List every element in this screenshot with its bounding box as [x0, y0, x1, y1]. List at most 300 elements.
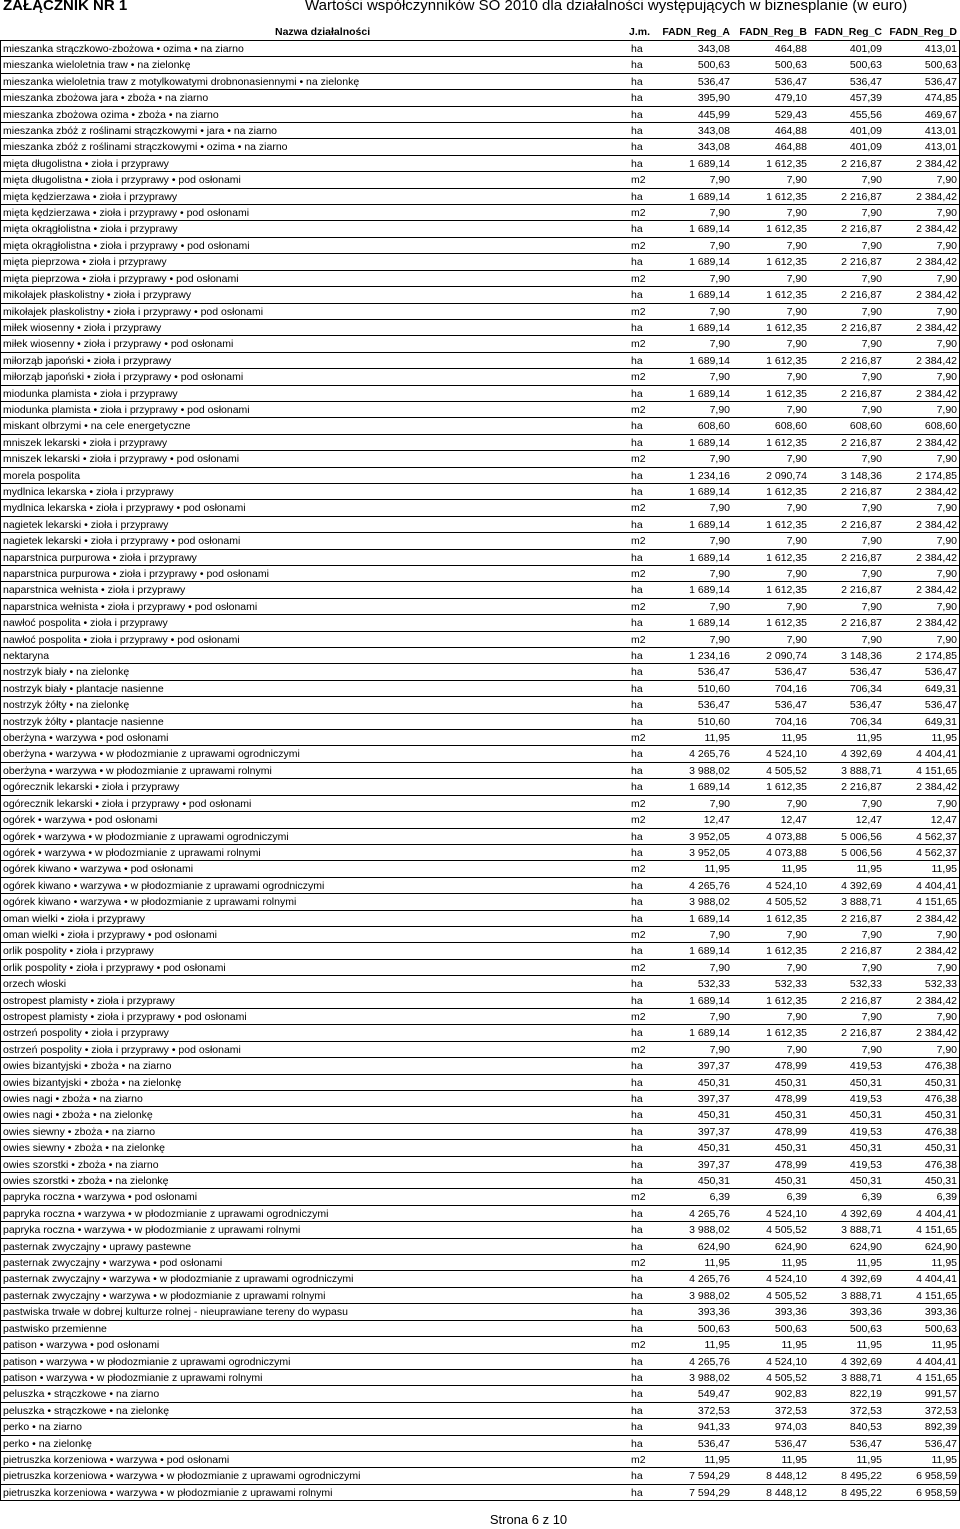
- table-row: [0, 271, 960, 287]
- cell-reg-a: 1 689,14: [689, 485, 730, 498]
- cell-reg-d: 7,90: [936, 1010, 957, 1023]
- cell-reg-d: 7,90: [936, 600, 957, 613]
- cell-unit: ha: [631, 1158, 643, 1171]
- cell-reg-d: 2 384,42: [916, 1027, 957, 1040]
- table-row: [0, 894, 960, 910]
- cell-unit: ha: [631, 1486, 643, 1499]
- cell-reg-a: 3 988,02: [689, 1371, 730, 1384]
- table-row: [0, 123, 960, 139]
- cell-name: nagietek lekarski • zioła i przyprawy: [3, 518, 169, 531]
- cell-unit: m2: [631, 371, 646, 384]
- cell-reg-c: 8 495,22: [841, 1486, 882, 1499]
- cell-reg-d: 4 151,65: [916, 1224, 957, 1237]
- cell-reg-c: 608,60: [849, 420, 882, 433]
- cell-reg-b: 1 612,35: [766, 617, 807, 630]
- cell-name: orzech włoski: [3, 978, 67, 991]
- table-row: [0, 845, 960, 861]
- cell-unit: ha: [631, 485, 643, 498]
- cell-reg-c: 2 216,87: [841, 289, 882, 302]
- cell-reg-d: 7,90: [936, 1043, 957, 1056]
- cell-name: orlik pospolity • zioła i przyprawy • pod osłonami: [3, 961, 226, 974]
- cell-unit: ha: [631, 256, 643, 269]
- cell-reg-a: 1 689,14: [689, 321, 730, 334]
- cell-unit: m2: [631, 453, 646, 466]
- cell-reg-b: 6,39: [786, 1191, 807, 1204]
- table-row: [0, 1337, 960, 1353]
- cell-reg-b: 1 612,35: [766, 436, 807, 449]
- cell-reg-b: 608,60: [774, 420, 807, 433]
- cell-unit: ha: [631, 879, 643, 892]
- cell-name: mieszanka zbożowa jara • zboża • na ziarno: [3, 92, 209, 105]
- cell-name: pietruszka korzeniowa • warzywa • pod osłonami: [3, 1453, 230, 1466]
- cell-reg-c: 2 216,87: [841, 518, 882, 531]
- table-row: [0, 156, 960, 172]
- cell-unit: ha: [631, 1421, 643, 1434]
- cell-unit: ha: [631, 1322, 643, 1335]
- cell-reg-b: 7,90: [786, 403, 807, 416]
- table-row: [0, 320, 960, 336]
- cell-name: ogórecznik lekarski • zioła i przyprawy: [3, 781, 180, 794]
- cell-name: patison • warzywa • pod osłonami: [3, 1339, 160, 1352]
- cell-reg-b: 11,95: [781, 1453, 807, 1466]
- cell-reg-d: 476,38: [924, 1158, 957, 1171]
- cell-reg-a: 395,90: [697, 92, 730, 105]
- cell-unit: m2: [631, 1043, 646, 1056]
- cell-unit: ha: [631, 436, 643, 449]
- cell-reg-a: 7 594,29: [689, 1486, 730, 1499]
- cell-reg-c: 7,90: [861, 207, 882, 220]
- cell-reg-c: 7,90: [861, 174, 882, 187]
- cell-name: oberżyna • warzywa • w płodozmianie z uprawami rolnymi: [3, 764, 272, 777]
- cell-reg-b: 624,90: [774, 1240, 807, 1253]
- cell-reg-c: 450,31: [849, 1175, 882, 1188]
- table-row: [0, 681, 960, 697]
- cell-reg-c: 3 888,71: [841, 896, 882, 909]
- cell-reg-c: 2 216,87: [841, 912, 882, 925]
- cell-reg-c: 7,90: [861, 403, 882, 416]
- cell-reg-d: 4 151,65: [916, 1371, 957, 1384]
- cell-unit: ha: [631, 781, 643, 794]
- cell-reg-b: 1 612,35: [766, 157, 807, 170]
- cell-reg-a: 1 689,14: [689, 436, 730, 449]
- cell-reg-a: 7,90: [709, 961, 730, 974]
- cell-reg-d: 532,33: [924, 978, 957, 991]
- cell-reg-d: 474,85: [924, 92, 957, 105]
- cell-name: mięta długolistna • zioła i przyprawy: [3, 157, 169, 170]
- cell-name: mieszanka zbóż z roślinami strączkowymi • ozima • na ziarno: [3, 141, 288, 154]
- cell-reg-c: 372,53: [849, 1404, 882, 1417]
- cell-unit: ha: [631, 1109, 643, 1122]
- cell-name: pietruszka korzeniowa • warzywa • w płodozmianie z uprawami ogrodniczymi: [3, 1470, 361, 1483]
- cell-unit: ha: [631, 715, 643, 728]
- cell-reg-c: 536,47: [849, 1437, 882, 1450]
- table-row: [0, 287, 960, 303]
- cell-reg-a: 7,90: [709, 403, 730, 416]
- cell-unit: ha: [631, 1437, 643, 1450]
- cell-name: miłorząb japoński • zioła i przyprawy: [3, 354, 172, 367]
- cell-unit: ha: [631, 1355, 643, 1368]
- cell-reg-d: 476,38: [924, 1093, 957, 1105]
- cell-name: naparstnica wełnista • zioła i przyprawy • pod osłonami: [3, 600, 258, 613]
- cell-name: owies bizantyjski • zboża • na zielonkę: [3, 1076, 182, 1089]
- cell-reg-c: 2 216,87: [841, 485, 882, 498]
- cell-unit: ha: [631, 1125, 643, 1138]
- table-row: [0, 927, 960, 943]
- cell-reg-b: 1 612,35: [766, 387, 807, 400]
- cell-reg-c: 6,39: [861, 1191, 882, 1204]
- cell-unit: ha: [631, 764, 643, 777]
- cell-reg-a: 536,47: [697, 666, 730, 679]
- cell-reg-d: 2 384,42: [916, 256, 957, 269]
- cell-reg-c: 11,95: [856, 1339, 882, 1352]
- cell-reg-b: 7,90: [786, 568, 807, 580]
- cell-reg-b: 1 612,35: [766, 485, 807, 498]
- cell-unit: ha: [631, 518, 643, 531]
- cell-name: miskant olbrzymi • na cele energetyczne: [3, 420, 191, 433]
- cell-name: nostrzyk żółty • na zielonkę: [3, 699, 130, 712]
- cell-unit: m2: [631, 1453, 646, 1466]
- cell-reg-a: 11,95: [704, 1339, 730, 1352]
- cell-reg-c: 2 216,87: [841, 223, 882, 236]
- cell-reg-a: 7,90: [709, 600, 730, 613]
- table-row: [0, 1058, 960, 1074]
- table-row: [0, 386, 960, 402]
- cell-reg-d: 4 404,41: [916, 879, 957, 892]
- table-row: [0, 1354, 960, 1370]
- cell-reg-b: 1 612,35: [766, 781, 807, 794]
- table-row: [0, 1485, 960, 1501]
- cell-name: owies nagi • zboża • na ziarno: [3, 1093, 143, 1105]
- cell-reg-d: 7,90: [936, 961, 957, 974]
- cell-reg-a: 1 689,14: [689, 289, 730, 302]
- table-row: [0, 1304, 960, 1320]
- cell-reg-d: 7,90: [936, 502, 957, 515]
- cell-name: nawłoć pospolita • zioła i przyprawy: [3, 617, 168, 630]
- cell-reg-d: 7,90: [936, 207, 957, 220]
- table-row: [0, 402, 960, 418]
- cell-reg-d: 12,47: [930, 814, 957, 827]
- cell-unit: ha: [631, 1240, 643, 1253]
- cell-name: mieszanka strączkowo-zbożowa • ozima • na ziarno: [3, 43, 244, 55]
- cell-reg-a: 1 689,14: [689, 190, 730, 203]
- cell-reg-d: 11,95: [931, 863, 957, 876]
- cell-name: patison • warzywa • w płodozmianie z uprawami rolnymi: [3, 1371, 263, 1384]
- cell-reg-b: 536,47: [774, 1437, 807, 1450]
- cell-unit: ha: [631, 1093, 643, 1105]
- cell-reg-b: 479,10: [774, 92, 807, 105]
- cell-name: ostrzeń pospolity • zioła i przyprawy • pod osłonami: [3, 1043, 241, 1056]
- cell-name: nostrzyk biały • na zielonkę: [3, 666, 130, 679]
- cell-reg-d: 7,90: [936, 403, 957, 416]
- cell-name: mięta długolistna • zioła i przyprawy • pod osłonami: [3, 174, 241, 187]
- table-row: [0, 582, 960, 598]
- cell-reg-c: 3 888,71: [841, 764, 882, 777]
- cell-reg-a: 549,47: [697, 1388, 730, 1401]
- cell-reg-a: 343,08: [697, 125, 730, 138]
- cell-reg-d: 4 151,65: [916, 764, 957, 777]
- cell-reg-d: 2 384,42: [916, 289, 957, 302]
- table-row: [0, 189, 960, 205]
- cell-reg-b: 536,47: [774, 75, 807, 88]
- column-header-reg-c: FADN_Reg_C: [814, 26, 882, 38]
- table-row: [0, 1321, 960, 1337]
- table-row: [0, 336, 960, 352]
- cell-reg-b: 4 505,52: [766, 1289, 807, 1302]
- cell-reg-a: 11,95: [704, 863, 730, 876]
- table-row: [0, 172, 960, 188]
- cell-reg-b: 2 090,74: [766, 650, 807, 663]
- cell-reg-b: 1 612,35: [766, 945, 807, 958]
- cell-reg-c: 450,31: [849, 1142, 882, 1155]
- cell-name: mikołajek płaskolistny • zioła i przyprawy: [3, 289, 192, 302]
- cell-reg-d: 2 384,42: [916, 781, 957, 794]
- cell-reg-a: 372,53: [697, 1404, 730, 1417]
- cell-reg-c: 500,63: [849, 1322, 882, 1335]
- cell-reg-c: 7,90: [861, 502, 882, 515]
- cell-reg-c: 12,47: [855, 814, 882, 827]
- cell-name: ostropest plamisty • zioła i przyprawy • pod osłonami: [3, 1010, 247, 1023]
- cell-reg-c: 7,90: [861, 797, 882, 810]
- cell-unit: m2: [631, 502, 646, 515]
- table-row: [0, 1009, 960, 1025]
- page-number: Strona 6 z 10: [489, 1512, 568, 1527]
- cell-reg-c: 4 392,69: [841, 1355, 882, 1368]
- cell-name: nawłoć pospolita • zioła i przyprawy • pod osłonami: [3, 633, 240, 646]
- page-footer: [0, 1512, 960, 1527]
- cell-reg-d: 500,63: [924, 1322, 957, 1335]
- cell-reg-a: 1 689,14: [689, 912, 730, 925]
- cell-reg-d: 11,95: [931, 1339, 957, 1352]
- cell-reg-d: 7,90: [936, 174, 957, 187]
- table-row: [0, 812, 960, 828]
- table-row: [0, 139, 960, 155]
- cell-reg-b: 8 448,12: [766, 1470, 807, 1483]
- cell-name: pasternak zwyczajny • warzywa • w płodozmianie z uprawami ogrodniczymi: [3, 1273, 354, 1286]
- cell-reg-d: 4 562,37: [916, 830, 957, 843]
- cell-reg-b: 11,95: [781, 863, 807, 876]
- cell-reg-d: 450,31: [924, 1109, 957, 1122]
- cell-reg-c: 3 888,71: [841, 1289, 882, 1302]
- cell-reg-d: 413,01: [924, 125, 957, 138]
- cell-reg-d: 7,90: [936, 371, 957, 384]
- table-row: [0, 599, 960, 615]
- cell-reg-b: 1 612,35: [766, 1027, 807, 1040]
- table-row: [0, 1025, 960, 1041]
- cell-name: pietruszka korzeniowa • warzywa • w płodozmianie z uprawami rolnymi: [3, 1486, 333, 1499]
- cell-reg-c: 2 216,87: [841, 157, 882, 170]
- table-row: [0, 796, 960, 812]
- cell-unit: m2: [631, 1191, 646, 1204]
- cell-reg-a: 3 988,02: [689, 1289, 730, 1302]
- cell-reg-c: 5 006,56: [841, 830, 882, 843]
- table-row: [0, 74, 960, 90]
- cell-unit: ha: [631, 748, 643, 761]
- cell-reg-b: 11,95: [781, 732, 807, 745]
- cell-reg-c: 500,63: [849, 59, 882, 72]
- cell-name: morela pospolita: [3, 469, 81, 482]
- cell-name: mięta pieprzowa • zioła i przyprawy: [3, 256, 167, 269]
- table-row: [0, 57, 960, 73]
- cell-reg-c: 401,09: [849, 43, 882, 55]
- cell-reg-a: 7,90: [709, 272, 730, 285]
- column-header-reg-b: FADN_Reg_B: [739, 26, 807, 38]
- cell-reg-a: 624,90: [697, 1240, 730, 1253]
- cell-reg-b: 4 073,88: [766, 830, 807, 843]
- cell-reg-a: 7,90: [709, 453, 730, 466]
- cell-reg-d: 7,90: [936, 797, 957, 810]
- cell-reg-b: 12,47: [780, 814, 807, 827]
- cell-reg-c: 624,90: [849, 1240, 882, 1253]
- cell-reg-c: 7,90: [861, 453, 882, 466]
- cell-reg-a: 4 265,76: [689, 1355, 730, 1368]
- cell-reg-a: 4 265,76: [689, 1207, 730, 1220]
- cell-name: patison • warzywa • w płodozmianie z uprawami ogrodniczymi: [3, 1355, 291, 1368]
- cell-reg-a: 397,37: [697, 1093, 730, 1105]
- column-header-name: Nazwa działalności: [275, 26, 371, 38]
- cell-reg-d: 7,90: [936, 568, 957, 580]
- cell-reg-b: 1 612,35: [766, 289, 807, 302]
- cell-reg-d: 4 404,41: [916, 1273, 957, 1286]
- cell-reg-c: 4 392,69: [841, 748, 882, 761]
- cell-reg-c: 5 006,56: [841, 846, 882, 859]
- cell-unit: ha: [631, 321, 643, 334]
- cell-reg-c: 393,36: [849, 1306, 882, 1319]
- table-row: [0, 1124, 960, 1140]
- cell-reg-b: 7,90: [786, 272, 807, 285]
- cell-unit: ha: [631, 1388, 643, 1401]
- cell-name: oberżyna • warzywa • w płodozmianie z uprawami ogrodniczymi: [3, 748, 300, 761]
- cell-reg-c: 11,95: [856, 732, 882, 745]
- cell-name: nektaryna: [3, 650, 50, 663]
- cell-reg-d: 4 404,41: [916, 1207, 957, 1220]
- cell-name: oman wielki • zioła i przyprawy • pod osłonami: [3, 928, 217, 941]
- cell-unit: m2: [631, 1339, 646, 1352]
- cell-name: peluszka • strączkowe • na zielonkę: [3, 1404, 170, 1417]
- cell-reg-b: 704,16: [774, 715, 807, 728]
- cell-name: orlik pospolity • zioła i przyprawy: [3, 945, 154, 958]
- table-row: [0, 435, 960, 451]
- table-row: [0, 1107, 960, 1123]
- table-row: [0, 714, 960, 730]
- cell-reg-a: 12,47: [703, 814, 730, 827]
- table-row: [0, 1436, 960, 1452]
- cell-reg-a: 11,95: [704, 1453, 730, 1466]
- cell-reg-b: 500,63: [774, 59, 807, 72]
- cell-reg-a: 536,47: [697, 699, 730, 712]
- cell-unit: ha: [631, 387, 643, 400]
- cell-reg-d: 7,90: [936, 239, 957, 252]
- cell-reg-a: 7,90: [709, 502, 730, 515]
- cell-unit: ha: [631, 1142, 643, 1155]
- cell-reg-c: 7,90: [861, 272, 882, 285]
- cell-reg-c: 7,90: [861, 600, 882, 613]
- cell-name: papryka roczna • warzywa • w płodozmianie z uprawami rolnymi: [3, 1224, 301, 1237]
- cell-reg-d: 7,90: [936, 928, 957, 941]
- cell-reg-d: 7,90: [936, 305, 957, 318]
- cell-reg-c: 450,31: [849, 1076, 882, 1089]
- cell-reg-d: 2 174,85: [916, 469, 957, 482]
- cell-reg-c: 822,19: [849, 1388, 882, 1401]
- cell-unit: ha: [631, 1027, 643, 1040]
- cell-unit: ha: [631, 650, 643, 663]
- cell-reg-c: 536,47: [849, 699, 882, 712]
- cell-reg-b: 478,99: [774, 1158, 807, 1171]
- cell-reg-a: 7,90: [709, 797, 730, 810]
- cell-reg-d: 393,36: [924, 1306, 957, 1319]
- cell-reg-a: 450,31: [697, 1175, 730, 1188]
- cell-reg-c: 536,47: [849, 666, 882, 679]
- cell-reg-c: 4 392,69: [841, 879, 882, 892]
- cell-reg-d: 450,31: [924, 1142, 957, 1155]
- cell-name: miodunka plamista • zioła i przyprawy: [3, 387, 178, 400]
- cell-reg-a: 536,47: [697, 1437, 730, 1450]
- cell-reg-b: 7,90: [786, 1010, 807, 1023]
- cell-reg-d: 2 384,42: [916, 485, 957, 498]
- table-row: [0, 353, 960, 369]
- table-row: [0, 1288, 960, 1304]
- cell-reg-b: 1 612,35: [766, 518, 807, 531]
- cell-name: pastwisko przemienne: [3, 1322, 107, 1335]
- cell-reg-a: 1 689,14: [689, 354, 730, 367]
- cell-name: owies szorstki • zboża • na ziarno: [3, 1158, 159, 1171]
- cell-reg-b: 1 612,35: [766, 321, 807, 334]
- cell-reg-d: 4 404,41: [916, 1355, 957, 1368]
- cell-reg-b: 1 612,35: [766, 354, 807, 367]
- cell-reg-b: 464,88: [774, 141, 807, 154]
- cell-reg-a: 393,36: [697, 1306, 730, 1319]
- cell-reg-c: 7,90: [861, 928, 882, 941]
- cell-name: mieszanka zbóż z roślinami strączkowymi • jara • na ziarno: [3, 125, 278, 138]
- cell-reg-d: 2 384,42: [916, 387, 957, 400]
- cell-reg-d: 7,90: [936, 535, 957, 548]
- cell-reg-d: 2 384,42: [916, 945, 957, 958]
- cell-reg-b: 704,16: [774, 682, 807, 695]
- table-row: [0, 1419, 960, 1435]
- cell-unit: m2: [631, 535, 646, 548]
- cell-reg-b: 529,43: [774, 108, 807, 121]
- cell-reg-a: 1 689,14: [689, 387, 730, 400]
- cell-name: naparstnica purpurowa • zioła i przyprawy: [3, 551, 197, 564]
- cell-reg-b: 478,99: [774, 1125, 807, 1138]
- cell-name: mydlnica lekarska • zioła i przyprawy • pod osłonami: [3, 502, 246, 515]
- cell-reg-b: 1 612,35: [766, 912, 807, 925]
- table-row: [0, 993, 960, 1009]
- table-row: [0, 1386, 960, 1402]
- cell-reg-c: 419,53: [849, 1125, 882, 1138]
- cell-reg-c: 401,09: [849, 141, 882, 154]
- cell-reg-d: 6,39: [936, 1191, 957, 1204]
- attachment-label: ZAŁĄCZNIK NR 1: [3, 0, 128, 14]
- cell-reg-b: 11,95: [781, 1257, 807, 1270]
- cell-name: mikołajek płaskolistny • zioła i przyprawy • pod osłonami: [3, 305, 264, 318]
- cell-reg-c: 536,47: [849, 75, 882, 88]
- cell-reg-a: 343,08: [697, 43, 730, 55]
- cell-reg-d: 2 384,42: [916, 436, 957, 449]
- cell-reg-a: 1 234,16: [689, 650, 730, 663]
- cell-reg-c: 4 392,69: [841, 1207, 882, 1220]
- cell-reg-a: 3 988,02: [689, 896, 730, 909]
- cell-unit: ha: [631, 830, 643, 843]
- cell-reg-c: 457,39: [849, 92, 882, 105]
- cell-reg-c: 7,90: [861, 371, 882, 384]
- cell-name: nagietek lekarski • zioła i przyprawy • pod osłonami: [3, 535, 241, 548]
- cell-name: owies bizantyjski • zboża • na ziarno: [3, 1060, 172, 1073]
- cell-unit: ha: [631, 157, 643, 170]
- table-row: [0, 41, 960, 57]
- cell-reg-c: 2 216,87: [841, 551, 882, 564]
- cell-name: mięta kędzierzawa • zioła i przyprawy • pod osłonami: [3, 207, 250, 220]
- cell-reg-d: 413,01: [924, 43, 957, 55]
